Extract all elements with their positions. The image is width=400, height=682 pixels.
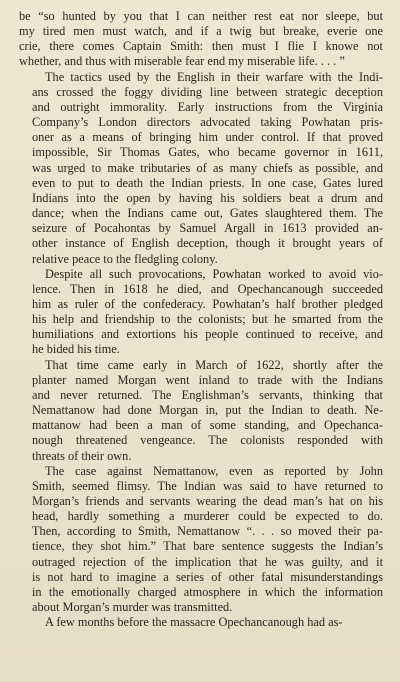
text-line: seizure of Pocahontas by Samuel Argall in 1613 provided an- — [32, 221, 383, 236]
text-line: The case against Nemattanow, even as reported by John — [45, 463, 383, 478]
text-line: impossible, Sir Thomas Gates, who became governor in 1611, — [32, 145, 383, 160]
text-line: planter named Morgan went inland to trade with the Indians — [32, 372, 383, 387]
text-line: Smith, seemed flimsy. The Indian was said to have returned to — [32, 478, 383, 493]
text-line: my tired men must watch, and if a twig but breake, everie one — [19, 24, 383, 39]
text-line: The tactics used by the English in their warfare with the Indi- — [45, 69, 383, 84]
paragraph-p3 — [19, 267, 383, 358]
text-line: was urged to make tributaries of as many chiefs as possible, and — [32, 160, 383, 175]
text-line: Morgan’s friends and servants wearing the dead man’s hat on his — [32, 494, 383, 508]
text-line: nough threatened vengeance. The colonists responded with — [32, 433, 383, 448]
text-line: crie, there comes Captain Smith: then must I flie I knowe not — [19, 39, 383, 54]
text-line: and outright immorality. Early instructions from the Virginia — [32, 99, 383, 114]
text-line: oner as a means of bringing him under control. If that proved — [32, 130, 383, 145]
text-line: he bided his time. — [32, 342, 120, 357]
text-line: and never returned. The Englishman’s servants, thinking that — [32, 387, 383, 402]
text-line: tience, they shot him.” That bare sentence suggests the Indian’s — [32, 539, 383, 554]
text-line: head, hardly something a murderer could be expected to do. — [32, 509, 383, 524]
text-line: his help and friendship to the colonists; but he smarted from the — [32, 312, 383, 327]
text-line: Indians into the open by having his soldiers beat a drum and — [32, 190, 383, 205]
text-line: Nemattanow had done Morgan in, put the Indian to death. Ne- — [32, 403, 383, 418]
text-line: That time came early in March of 1622, shortly after the — [45, 357, 383, 372]
text-line: outraged rejection of the implication that he was guilty, and it — [32, 554, 383, 569]
text-line: even to put to death the Indian priests. In one case, Gates lured — [32, 175, 383, 190]
text-line: Despite all such provocations, Powhatan worked to avoid vio- — [45, 266, 383, 281]
text-line: other instance of English deception, though it brought years of — [32, 236, 383, 251]
paragraph-p6 — [19, 615, 383, 630]
text-line: mattanow had been a man of some standing, and Opechanca- — [32, 418, 383, 433]
paragraph-p1 — [19, 9, 383, 70]
paragraph-p2 — [19, 70, 383, 267]
text-line: Then, according to Smith, Nemattanow “. . . so moved their pa- — [32, 524, 383, 539]
text-line: Company’s London directors advocated taking Powhatan pris- — [32, 115, 383, 130]
paragraph-p4 — [19, 358, 383, 464]
text-line: A few months before the massacre Opechancanough had as- — [45, 615, 343, 630]
text-line: relative peace to the fledgling colony. — [32, 251, 218, 266]
text-line: about Morgan’s murder was transmitted. — [32, 600, 233, 615]
paragraph-p5 — [19, 464, 383, 616]
page-body-text — [19, 9, 383, 630]
text-line: threats of their own. — [32, 448, 132, 463]
text-line: be “so hunted by you that I can neither rest eat nor sleepe, but — [19, 9, 383, 23]
text-line: humiliations and extortions his people continued to receive, and — [32, 327, 383, 342]
text-line: in the emotionally charged atmosphere in which the information — [32, 584, 383, 599]
text-line: whether, and thus with miserable fear end my miserable life. . . . ” — [19, 54, 345, 69]
text-line: dance; when the Indians came out, Gates slaughtered them. The — [32, 206, 383, 221]
text-line: ans crossed the foggy dividing line between strategic deception — [32, 84, 383, 99]
text-line: is not hard to imagine a series of other fatal misunderstandings — [32, 569, 383, 584]
text-line: lence. Then in 1618 he died, and Opechancanough succeeded — [32, 281, 383, 296]
text-line: him as ruler of the confederacy. Powhatan’s half brother pledged — [32, 296, 383, 311]
